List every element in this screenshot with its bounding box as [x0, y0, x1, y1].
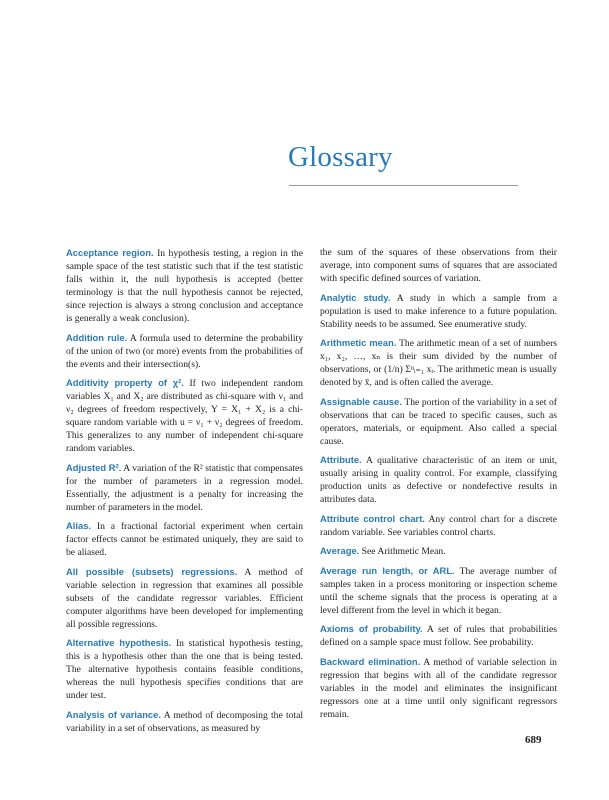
glossary-entry [66, 331, 303, 371]
title-rule [289, 185, 518, 186]
entry-term: Alias. [66, 520, 92, 531]
entry-term: Backward elimination. [320, 655, 421, 667]
glossary-entry [320, 453, 557, 506]
entry-text: The portion of the variability in a set of observations that can be traced to specific causes, such as operators, materials, or equipment. Also called a special cause. [320, 396, 558, 447]
entry-text: The average number of samples taken in a process monitoring or inspection scheme until the scheme signals that the process is operating at a level different from the level in which it began. [320, 565, 558, 616]
entry-text: In a fractional factorial experiment when certain factor effects cannot be estimated uniquely, they are said to be aliased. [66, 521, 303, 558]
glossary-entry [66, 246, 303, 325]
entry-term: Addition rule. [66, 331, 128, 343]
entry-text: The arithmetic mean of a set of numbers x₁, x₂, …, xₙ is their sum divided by the number of observations, or (1/n) Σⁿᵢ₌₁ xᵢ. The arithmetic mean is usually denoted by x̄, and is often called the average. [320, 338, 558, 388]
glossary-entry [320, 622, 557, 649]
entry-text: Any control chart for a discrete random variable. See variables control charts. [320, 513, 557, 538]
glossary-entry [320, 512, 557, 539]
entry-term: Average. [320, 545, 360, 556]
entry-term: Alternative hypothesis. [66, 637, 172, 648]
entry-term: Analytic study. [320, 291, 391, 303]
entry-text: See Arithmetic Mean. [361, 546, 446, 557]
entry-text: A method of variable selection in regression that begins with all of the candidate regressor variables in the model and eliminates the insignificant regressors one at a time until only significant regressors remain. [320, 656, 557, 720]
entry-text: In hypothesis testing, a region in the sample space of the test statistic such that if the test statistic falls within it, the null hypothesis is accepted (better terminology is that the null hypothesis cannot be rejected, since rejection is always a strong conclusion and acceptance is generally a weak conclusion). [66, 248, 303, 324]
glossary-entry [320, 544, 557, 558]
entry-term: Attribute. [320, 454, 362, 465]
entry-term: Axioms of probability. [320, 623, 423, 634]
glossary-entry [320, 564, 557, 617]
right-column [320, 246, 557, 726]
entry-text: In statistical hypothesis testing, this is a hypothesis other than the one that is being tested. The alternative hypothesis contains feasible conditions, whereas the null hypothesis specifies conditions that are under test. [66, 638, 304, 701]
entry-term: Analysis of variance. [66, 708, 161, 720]
entry-term: Adjusted R². [66, 461, 122, 473]
entry-term: Additivity property of χ². [66, 377, 184, 388]
glossary-entry [66, 461, 303, 514]
entry-text: A variation of the R² statistic that compensates for the number of parameters in a regression model. Essentially, the adjustment is a penalty for increasing the number of parameters in the model. [66, 462, 303, 513]
entry-text: A formula used to determine the probability of the union of two (or more) events from the probabilities of the events and their intersection(s). [66, 332, 303, 370]
glossary-entry [66, 376, 303, 455]
glossary-entry [66, 636, 303, 702]
entry-text: A set of rules that probabilities defined on a sample space must follow. See probability. [320, 624, 558, 648]
glossary-entry [320, 395, 557, 448]
entry-term: Arithmetic mean. [320, 337, 397, 348]
entry-text: A method of variable selection in regression that examines all possible subsets of the candidate regressor variables. Efficient computer algorithms have been developed for implementing all possible regressions. [66, 566, 303, 630]
left-column [66, 246, 303, 740]
glossary-entry [320, 655, 557, 721]
entry-text: A study in which a sample from a population is used to make inference to a future population. Stability needs to be assumed. See enumerative study. [320, 292, 557, 330]
glossary-entry [66, 519, 303, 559]
entry-text: A method of decomposing the total variability in a set of observations, as measured by [66, 709, 303, 734]
entry-term: Attribute control chart. [320, 512, 425, 524]
entry-term: Acceptance region. [66, 247, 154, 258]
page-number: 689 [525, 734, 542, 746]
glossary-entry [66, 565, 303, 631]
entry-text: the sum of the squares of these observations from their average, into component sums of squares that are associated with specific defined sources of variation. [320, 247, 557, 284]
entry-term: Assignable cause. [320, 395, 402, 407]
entry-text: A qualitative characteristic of an item or unit, usually arising in quality control. For example, classifying production units as defective or nondefective results in attributes data. [320, 455, 557, 505]
glossary-entry [320, 291, 557, 331]
entry-text: If two independent random variables X₁ and X₂ are distributed as chi-square with ν₁ and ν₂ degrees of freedom respectively, Y = X₁ + X₂ is a chi-square random variable with u = ν₁ + ν₂ degrees of freedom. This generalizes to any number of independent chi-square random variables. [66, 378, 303, 454]
page-title: Glossary [288, 141, 393, 173]
entry-term: Average run length, or ARL. [320, 564, 455, 576]
entry-term: All possible (subsets) regressions. [66, 565, 238, 577]
glossary-entry [66, 708, 303, 735]
glossary-entry-continued [320, 246, 557, 285]
glossary-entry [320, 336, 557, 389]
